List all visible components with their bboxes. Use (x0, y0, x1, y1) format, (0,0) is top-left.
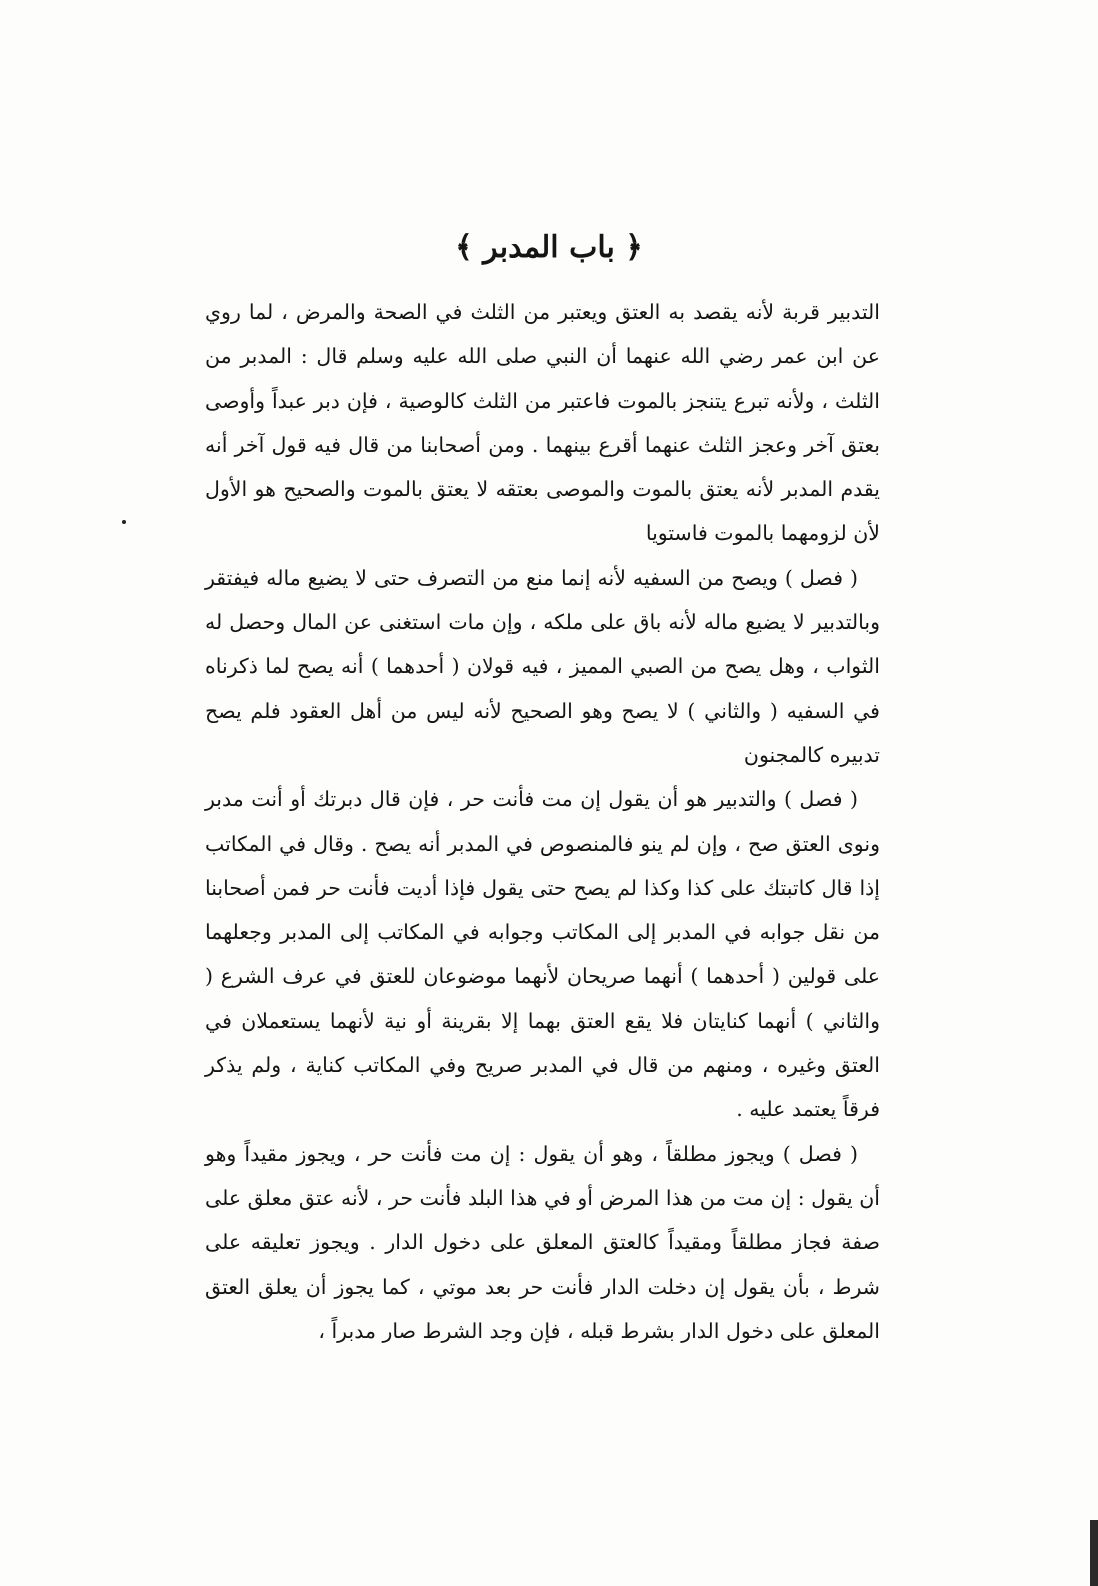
page-edge-mark (1090, 1520, 1098, 1586)
chapter-heading: ﴿ باب المدبر ﴾ (455, 230, 643, 265)
body-text (205, 290, 880, 1353)
ink-speck (122, 520, 126, 524)
paragraph-fasl-tadbir: ( فصل ) والتدبير هو أن يقول إن مت فأنت حر ، فإن قال دبرتك أو أنت مدبر ونوى العتق صح ، وإن لم ينو فالمنصوص في المدبر أنه يصح . وقال في المكاتب إذا قال كاتبتك على كذا وكذا لم يصح حتى يقول فإذا أديت فأنت حر فمن أصحابنا من نقل جوابه في المدبر إلى المكاتب وجوابه في المكاتب إلى المدبر وجعلهما على قولين ( أحدهما ) أنهما صريحان لأنهما موضوعان للعتق في عرف الشرع ( والثاني ) أنهما كنايتان فلا يقع العتق بهما إلا بقرينة أو نية لأنهما يستعملان في العتق وغيره ، ومنهم من قال في المدبر صريح وفي المكاتب كناية ، ولم يذكر فرقاً يعتمد عليه . (205, 787, 880, 1122)
paragraph-intro: التدبير قربة لأنه يقصد به العتق ويعتبر من الثلث في الصحة والمرض ، لما روي عن ابن عمر رضي الله عنهما أن النبي صلى الله عليه وسلم قال : المدبر من الثلث ، ولأنه تبرع يتنجز بالموت فاعتبر من الثلث كالوصية ، فإن دبر عبداً وأوصى بعتق آخر وعجز الثلث عنهما أقرع بينهما . ومن أصحابنا من قال فيه قول آخر أنه يقدم المدبر لأنه يعتق بالموت والموصى بعتقه لا يعتق بالموت والصحيح هو الأول لأن لزومهما بالموت فاستويا (205, 300, 880, 546)
paragraph-fasl-safih: ( فصل ) ويصح من السفيه لأنه إنما منع من التصرف حتى لا يضيع ماله فيفتقر وبالتدبير لا يضيع ماله لأنه باق على ملكه ، وإن مات استغنى عن المال وحصل له الثواب ، وهل يصح من الصبي المميز ، فيه قولان ( أحدهما ) أنه يصح لما ذكرناه في السفيه ( والثاني ) لا يصح وهو الصحيح لأنه ليس من أهل العقود فلم يصح تدبيره كالمجنون (205, 565, 880, 767)
paragraph-fasl-mutlaq: ( فصل ) ويجوز مطلقاً ، وهو أن يقول : إن مت فأنت حر ، ويجوز مقيداً وهو أن يقول : إن مت من هذا المرض أو في هذا البلد فأنت حر ، لأنه عتق معلق على صفة فجاز مطلقاً ومقيداً كالعتق المعلق على دخول الدار . ويجوز تعليقه على شرط ، بأن يقول إن دخلت الدار فأنت حر بعد موتي ، كما يجوز أن يعلق العتق المعلق على دخول الدار بشرط قبله ، فإن وجد الشرط صار مدبراً ، (205, 1141, 880, 1343)
